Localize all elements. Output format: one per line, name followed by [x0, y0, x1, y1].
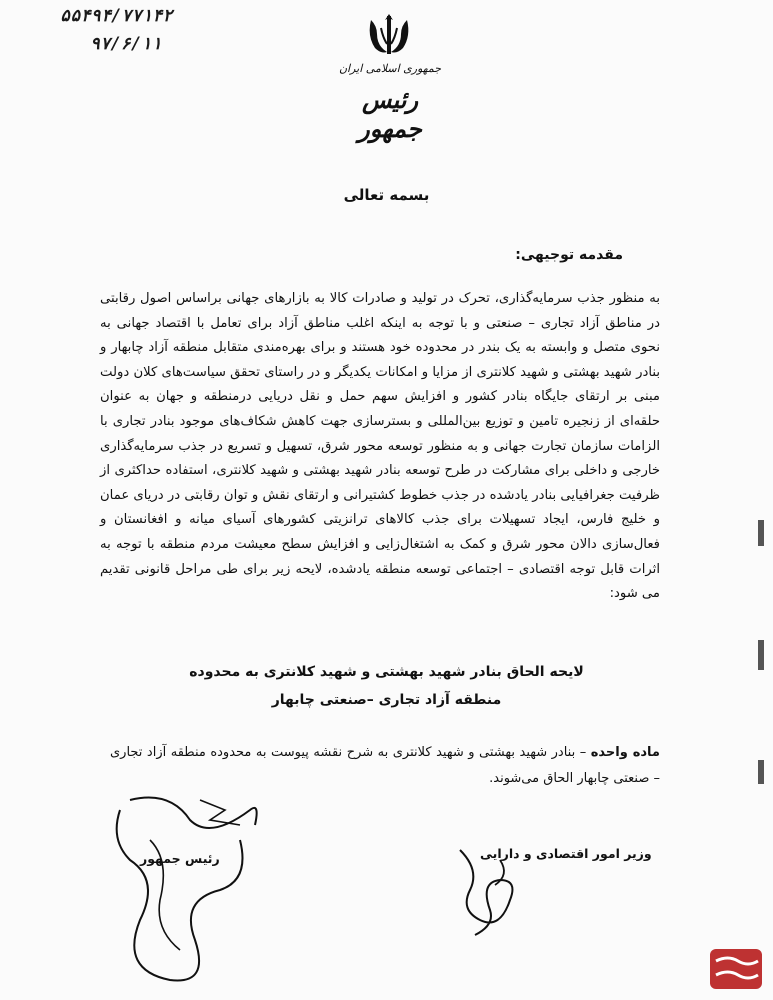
letter-date: ۹۷/۶/۱۱	[90, 34, 162, 54]
scan-edge-mark	[758, 760, 764, 784]
minister-signature	[440, 840, 530, 940]
president-signature	[100, 780, 270, 990]
presidency-title: رئیس جمهور	[358, 85, 422, 143]
invocation: بسمه تعالی	[343, 186, 430, 204]
republic-name: جمهوری اسلامی ایران	[338, 62, 442, 75]
article-label: ماده واحده	[590, 745, 660, 760]
intro-body: به منظور جذب سرمایه‌گذاری، تحرک در تولید و صادرات کالا به بازارهای جهانی براساس اصول رقابتی در مناطق آزاد تجاری – صنعتی و با توجه به اینکه اغلب مناطق آزاد برای تعامل با اقتصاد جهانی به نحوی متصل و وابسته به یک بندر در محدوده خود هستند و برای بهره‌مندی متقابل منطقه آزاد چابهار و بنادر شهید بهشتی و شهید کلانتری از مزایا و امکانات یکدیگر و در راستای تحقق سیاست‌های کلان دولت مبنی بر ارتقای جایگاه بنادر کشور و افزایش سهم حمل و نقل دریایی درمنطقه و جهان به عنوان حلقه‌ای از زنجیره تامین و توزیع بین‌المللی و بسترسازی جهت کاهش شکاف‌های موجود بنادر تجاری با الزامات سازمان تجارت جهانی و به منظور توسعه محور شرق، تسهیل و تسریع در جذب سرمایه‌گذاری خارجی و داخلی برای مشارکت در طرح توسعه بنادر شهید بهشتی و شهید کلانتری، استفاده حداکثری از ظرفیت جغرافیایی بنادر یادشده در جذب خطوط کشتیرانی و ارتقای نقش و توان رقابتی در دریای عمان و خلیج فارس، ایجاد تسهیلات برای جذب کالاهای ترانزیتی کشورهای آسیای میانه و افغانستان و فعال‌سازی دالان محور شرق و کمک به اشتغال‌زایی و افزایش سطح معیشت مردم منطقه با توجه به اثرات قابل توجه اقتصادی – اجتماعی توسعه منطقه یادشده، لایحه زیر برای طی مراحل قانونی تقدیم می شود:	[100, 291, 660, 602]
letter-number: ۵۵۴۹۴/۷۷۱۴۲	[60, 6, 173, 26]
article-text: – بنادر شهید بهشتی و شهید کلانتری به شرح نقشه پیوست به محدوده منطقه آزاد تجاری – صنعتی چابهار الحاق می‌شوند.	[110, 745, 660, 786]
scan-edge-mark	[758, 520, 764, 546]
minister-signature-label: وزیر امور اقتصادی و دارایی	[480, 846, 652, 861]
iran-emblem-icon	[365, 12, 413, 58]
intro-heading: مقدمه توجیهی:	[515, 247, 623, 263]
bill-title-line2: منطقه آزاد تجاری –صنعتی چابهار	[271, 692, 502, 708]
president-signature-label: رئیس جمهور	[140, 851, 220, 866]
site-logo-watermark	[708, 945, 764, 993]
bill-title-line1: لایحه الحاق بنادر شهید بهشتی و شهید کلانتری به محدوده	[189, 664, 584, 680]
scan-edge-mark	[758, 640, 764, 670]
